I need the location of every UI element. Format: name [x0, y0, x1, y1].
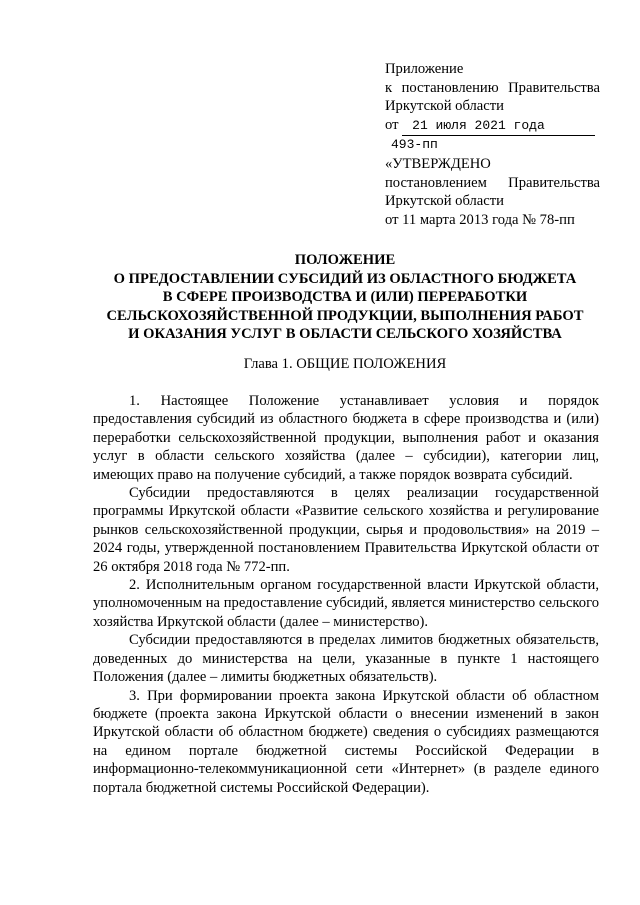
annex-line-2-a: к	[385, 79, 393, 96]
title-line-3: В СФЕРЕ ПРОИЗВОДСТВА И (ИЛИ) ПЕРЕРАБОТКИ	[162, 289, 528, 306]
approved-line-3: Иркутской области	[385, 193, 504, 210]
annex-date-prefix: от	[385, 116, 399, 133]
body-text	[93, 392, 599, 797]
annex-line-2-c: Правительства	[508, 79, 600, 96]
paragraph-2: Субсидии предоставляются в целях реализации государственной программы Иркутской области «Развитие сельского хозяйства и регулирование рынков сельскохозяйственной продукции, сырья и продовольствия» на 2019 – 2024 годы, утвержденной постановлением Правительства Иркутской области от 26 октября 2018 года № 772-пп.	[93, 485, 599, 575]
annex-date-value: 21 июля 2021 года	[402, 117, 595, 137]
annex-line-3: Иркутской области	[385, 98, 504, 115]
title-line-2: О ПРЕДОСТАВЛЕНИИ СУБСИДИЙ ИЗ ОБЛАСТНОГО БЮДЖЕТА	[113, 270, 577, 287]
approved-line-4: от 11 марта 2013 года № 78-пп	[385, 211, 575, 228]
approved-line-1: «УТВЕРЖДЕНО	[385, 155, 491, 172]
annex-date-line	[385, 116, 600, 137]
annex-block	[385, 60, 600, 229]
title-line-4: СЕЛЬСКОХОЗЯЙСТВЕННОЙ ПРОДУКЦИИ, ВЫПОЛНЕНИЯ РАБОТ	[106, 307, 584, 324]
title-line-1: ПОЛОЖЕНИЕ	[294, 252, 396, 268]
approved-line-2	[385, 174, 600, 193]
paragraph-1: 1. Настоящее Положение устанавливает условия и порядок предоставления субсидий из областного бюджета в сфере производства и (или) переработки сельскохозяйственной продукции, выполнения работ и оказания услуг в области сельского хозяйства (далее – субсидии), категории лиц, имеющих право на получение субсидий, а также порядок возврата субсидий.	[93, 393, 599, 483]
paragraph-3: 2. Исполнительным органом государственной власти Иркутской области, уполномоченным на предоставление субсидий, является министерство сельского хозяйства Иркутской области (далее – министерство).	[93, 577, 599, 630]
chapter-heading: Глава 1. ОБЩИЕ ПОЛОЖЕНИЯ	[243, 356, 447, 372]
approved-line-2-a: постановлением	[385, 174, 487, 191]
document-title	[60, 251, 630, 344]
annex-line-2-b: постановлению	[401, 79, 499, 96]
annex-number: 493-пп	[391, 137, 438, 153]
annex-line-2	[385, 79, 600, 98]
paragraph-4: Субсидии предоставляются в пределах лимитов бюджетных обязательств, доведенных до министерства на цели, указанные в пункте 1 настоящего Положения (далее – лимиты бюджетных обязательств).	[93, 632, 599, 686]
paragraph-5: 3. При формировании проекта закона Иркутской области об областном бюджете (проекта закона Иркутской области о внесении изменений в закон Иркутской области об областном бюджете) сведения о субсидиях размещаются на едином портале бюджетной системы Российской Федерации в информационно-телекоммуникационной сети «Интернет» (в разделе единого портала бюджетной системы Российской Федерации).	[93, 687, 599, 796]
approved-line-2-b: Правительства	[508, 174, 600, 191]
annex-line-1: Приложение	[385, 61, 464, 77]
title-line-5: И ОКАЗАНИЯ УСЛУГ В ОБЛАСТИ СЕЛЬСКОГО ХОЗЯЙСТВА	[128, 326, 562, 343]
